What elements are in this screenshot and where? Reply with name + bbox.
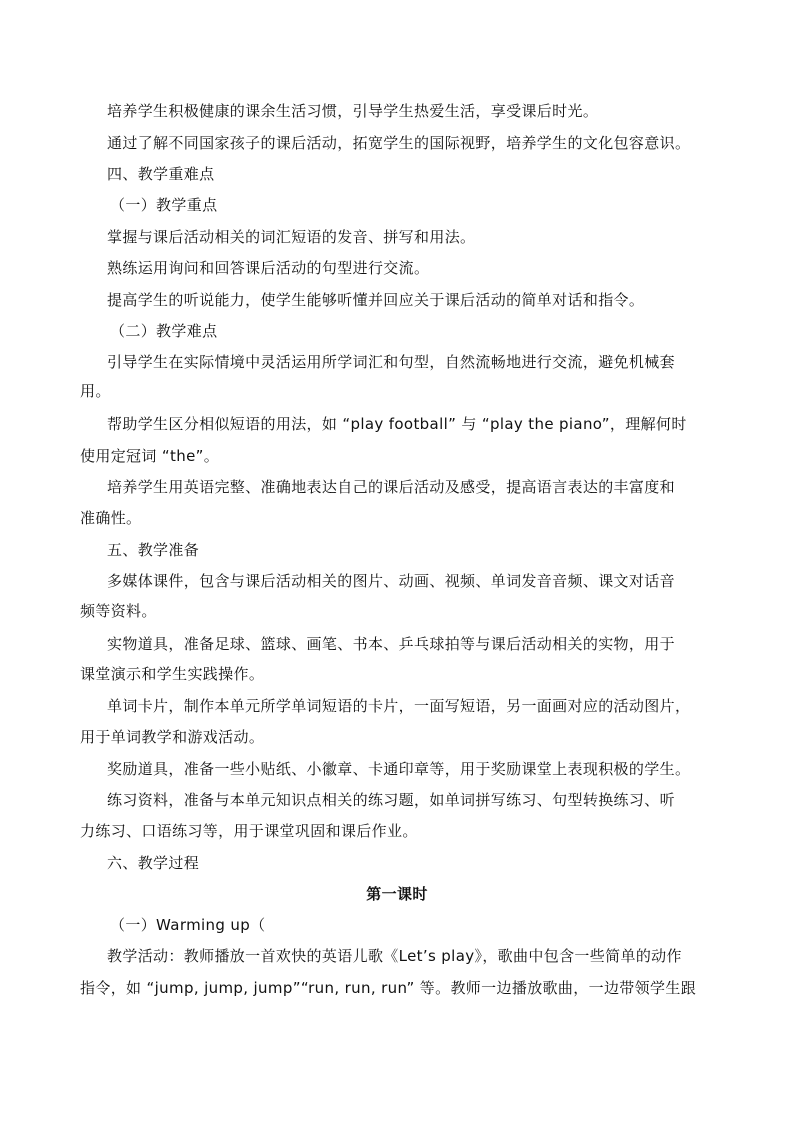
paragraph-line: 提高学生的听说能力，使学生能够听懂并回应关于课后活动的简单对话和指令。 [107,291,645,309]
subsection-heading: （二）教学难点 [110,322,218,340]
paragraph-line: 教学活动：教师播放一首欢快的英语儿歌《Let’s play》，歌曲中包含一些简单的动作 [107,947,682,965]
paragraph-line: 频等资料。 [80,602,157,620]
paragraph-line: 引导学生在实际情境中灵活运用所学词汇和句型，自然流畅地进行交流，避免机械套 [107,353,675,371]
section-heading: 四、教学重难点 [107,165,215,183]
paragraph-line: 培养学生用英语完整、准确地表达自己的课后活动及感受，提高语言表达的丰富度和 [107,478,675,496]
section-heading: 五、教学准备 [107,541,200,559]
paragraph-line: 培养学生积极健康的课余生活习惯，引导学生热爱生活，享受课后时光。 [107,102,599,120]
paragraph-line: 单词卡片，制作本单元所学单词短语的卡片，一面写短语，另一面画对应的活动图片， [107,697,691,715]
paragraph-line: 通过了解不同国家孩子的课后活动，拓宽学生的国际视野，培养学生的文化包容意识。 [107,134,691,152]
paragraph-line: 熟练运用询问和回答课后活动的句型进行交流。 [107,259,430,277]
paragraph-line: 帮助学生区分相似短语的用法，如 “play football” 与 “play the piano”，理解何时 [107,415,687,433]
paragraph-line: 用于单词教学和游戏活动。 [80,728,265,746]
paragraph-line: 课堂演示和学生实践操作。 [80,665,265,683]
paragraph-line: 多媒体课件，包含与课后活动相关的图片、动画、视频、单词发音音频、课文对话音 [107,572,675,590]
section-heading: 六、教学过程 [107,854,200,872]
paragraph-line: 掌握与课后活动相关的词汇短语的发音、拼写和用法。 [107,228,476,246]
paragraph-line: 使用定冠词 “the”。 [80,447,220,465]
subsection-heading: （一）Warming up（ [110,916,266,934]
paragraph-line: 实物道具，准备足球、篮球、画笔、书本、乒乓球拍等与课后活动相关的实物，用于 [107,635,675,653]
paragraph-line: 力练习、口语练习等，用于课堂巩固和课后作业。 [80,822,418,840]
paragraph-line: 奖励道具，准备一些小贴纸、小徽章、卡通印章等，用于奖励课堂上表现积极的学生。 [107,760,691,778]
subsection-heading: （一）教学重点 [110,196,218,214]
paragraph-line: 练习资料，准备与本单元知识点相关的练习题，如单词拼写练习、句型转换练习、听 [107,791,675,809]
paragraph-line: 指令，如 “jump, jump, jump”“run, run, run” 等。教师一边播放歌曲，一边带领学生跟 [80,979,697,997]
lesson-title: 第一课时 [366,885,428,903]
paragraph-line: 用。 [80,382,111,400]
paragraph-line: 准确性。 [80,509,142,527]
